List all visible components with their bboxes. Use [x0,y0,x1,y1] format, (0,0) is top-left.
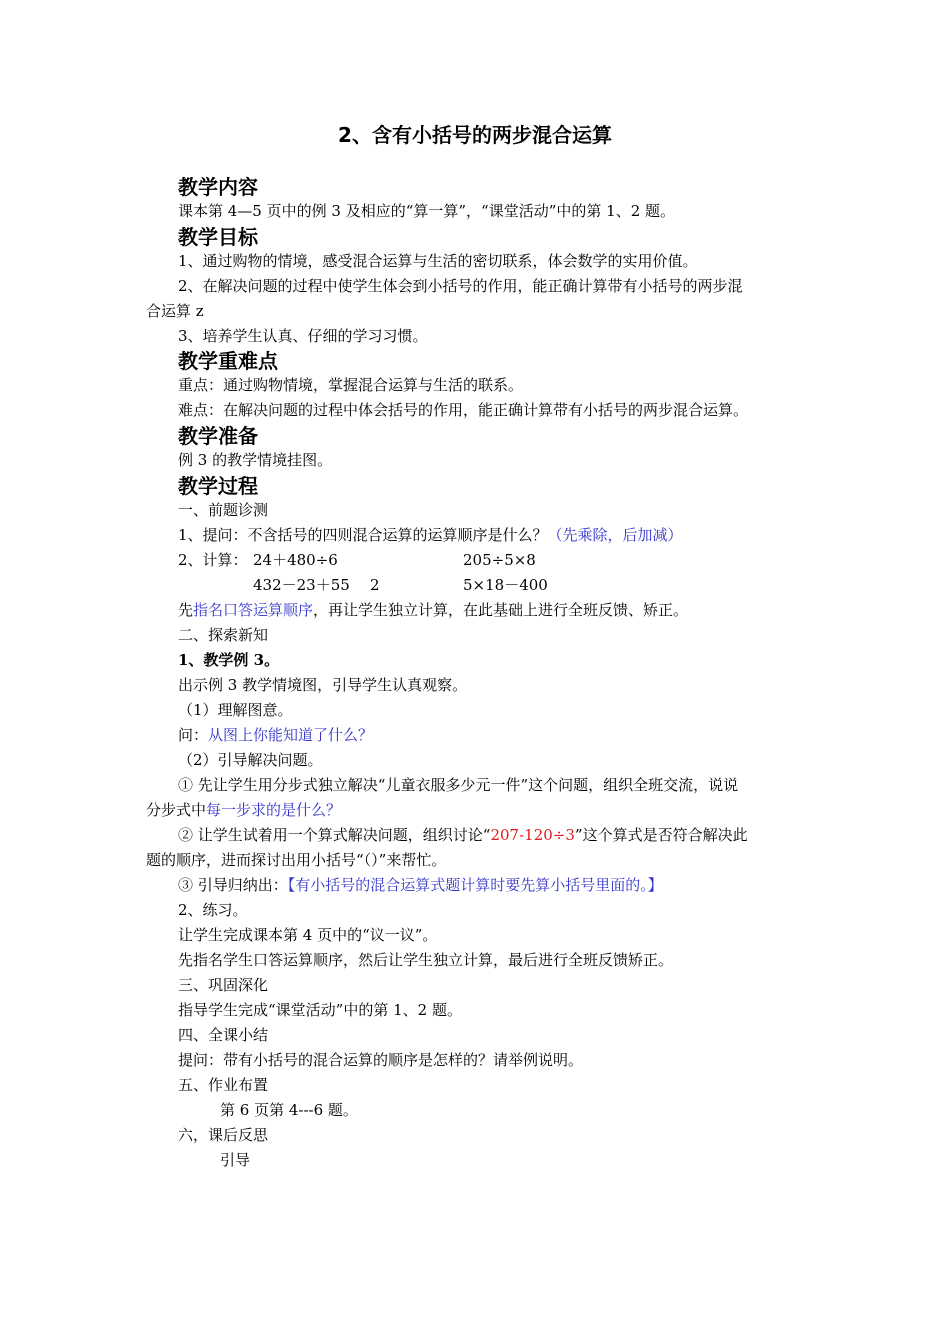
document-title: 2、含有小括号的两步混合运算 [338,123,612,147]
calc-b: 205÷5×8 [463,551,536,569]
show-picture: 出示例 3 教学情境图，引导学生认真观察。 [178,676,468,694]
circle-3 [178,873,663,897]
part-5-title: 五、作业布置 [178,1076,269,1094]
goal-2-line-2: 合运算 z [146,302,204,320]
calc-label: 2、计算： [178,551,248,569]
calc-c-extra: 2 [370,576,380,594]
circle-3-prefix: ③ 引导归纳出： [178,876,288,894]
goal-1: 1、通过购物的情境，感受混合运算与生活的密切联系，体会数学的实用价值。 [178,252,698,270]
key-point: 重点：通过购物情境，掌握混合运算与生活的联系。 [178,376,524,394]
part-4-title: 四、全课小结 [178,1026,269,1044]
part-4-text: 提问：带有小括号的混合运算的顺序是怎样的？请举例说明。 [178,1051,584,1069]
step-1: （1）理解图意。 [178,701,293,719]
circle-3-conclusion: 【有小括号的混合运算式题计算时要先算小括号里面的。】 [287,876,663,894]
ask-question: 从图上你能知道了什么？ [208,726,374,744]
step-2: （2）引导解决问题。 [178,751,323,769]
circle-1-highlight: 每一步求的是什么？ [206,801,342,819]
calc-a: 24＋480÷6 [253,551,338,569]
part-1-title: 一、前题诊测 [178,501,269,519]
example-title: 1、教学例 3。 [178,651,280,669]
difficult-point: 难点：在解决问题的过程中体会括号的作用，能正确计算带有小括号的两步混合运算。 [178,401,749,419]
preparation-text: 例 3 的教学情境挂图。 [178,451,333,469]
circle-2-suffix: ”这个算式是否符合解决此 [574,826,748,844]
heading-key-points: 教学重难点 [178,349,278,373]
circle-1-prefix: 分步式中 [146,801,207,819]
part-3-title: 三、巩固深化 [178,976,269,994]
content-text: 课本第 4—5 页中的例 3 及相应的“算一算”，“课堂活动”中的第 1、2 题。 [178,202,676,220]
heading-process: 教学过程 [178,474,258,498]
practice-title: 2、练习。 [178,901,248,919]
goal-2-line-1: 2、在解决问题的过程中使学生体会到小括号的作用，能正确计算带有小括号的两步混 [178,277,743,295]
practice-1: 让学生完成课本第 4 页中的“议一议”。 [178,926,438,944]
guide-prefix: 先 [178,601,194,619]
heading-preparation: 教学准备 [178,424,258,448]
circle-1-line-2 [146,798,341,822]
part-3-text: 指导学生完成“课堂活动”中的第 1、2 题。 [178,1001,462,1019]
circle-1-line-1: ① 先让学生用分步式独立解决“儿童衣服多少元一件”这个问题，组织全班交流，说说 [178,776,739,794]
part-6-title: 六，课后反思 [178,1126,269,1144]
circle-2-line-1 [178,823,748,847]
circle-2-expression: 207-120÷3 [490,826,575,844]
circle-2-prefix: ② 让学生试着用一个算式解决问题，组织讨论“ [178,826,491,844]
practice-2: 先指名学生口答运算顺序，然后让学生独立计算，最后进行全班反馈矫正。 [178,951,674,969]
goal-3: 3、培养学生认真、仔细的学习习惯。 [178,327,428,345]
guide-highlight: 指名口答运算顺序 [193,601,314,619]
calc-c: 432－23＋55 [253,576,350,594]
heading-content: 教学内容 [178,175,258,199]
circle-2-line-2: 题的顺序，进而探讨出用小括号“（）”来帮忙。 [146,851,447,869]
guide-text [178,598,688,622]
part-5-text: 第 6 页第 4---6 题。 [220,1101,358,1119]
question-1 [178,523,683,547]
question-1-answer: （先乘除，后加减） [547,526,683,544]
calc-d: 5×18－400 [463,576,548,594]
part-2-title: 二、探索新知 [178,626,269,644]
heading-goals: 教学目标 [178,225,258,249]
part-6-text: 引导 [220,1151,251,1169]
ask-prefix: 问： [178,726,209,744]
question-1-text: 1、提问：不含括号的四则混合运算的运算顺序是什么？ [178,526,548,544]
ask-line [178,723,373,747]
guide-suffix: ，再让学生独立计算，在此基础上进行全班反馈、矫正。 [313,601,689,619]
